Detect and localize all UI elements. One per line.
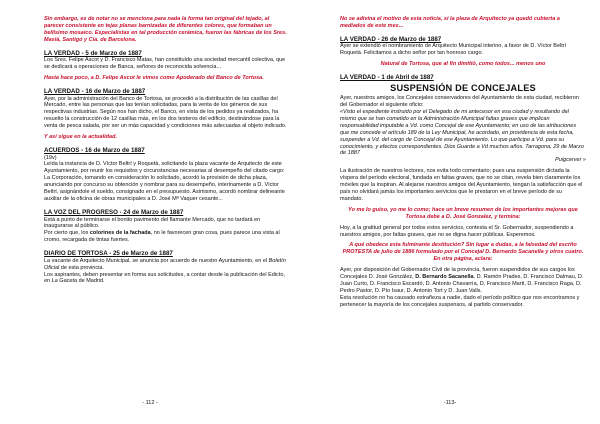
text-run: , no le favorecen gran cosa, pues parece una vista al cromo, recargada de tintas fuertes. xyxy=(44,230,280,244)
article-title: SUSPENSIÓN DE CONCEJALES xyxy=(390,82,536,93)
article-heading: LA VERDAD - 26 de Marzo de 1887 xyxy=(340,35,442,43)
bold-text-run: colorines de la fachada xyxy=(89,230,151,237)
text-run: , D. Ramón Prades, D. Francisco Dalmau, D. Juan Curto, D. Francisco Escardó, D. Antonio Chavarría, D. Francisco Marti, D. Francisco Raga, D. Pedro Pastor, D. Pío Isaur, D. Antonio Tort y D. Juan Valls. xyxy=(340,274,584,294)
article-body xyxy=(44,230,290,244)
article-body: Los Sres. Felipe Ascot y D. Francisco Matas, han constituido una sociedad mercantil colectiva, que se dedicará a operaciones de Banca, señores de reconocida solvencia... xyxy=(44,57,286,71)
article-body xyxy=(340,267,586,295)
article-body: Está a punto de terminarse el bonito pavimento del flamante Mercado, que no tardará en inaugurarse al público. xyxy=(44,216,261,230)
article-heading: LA VERDAD - 1 de Abril de 1887 xyxy=(340,74,434,82)
page-number: - 112 - xyxy=(142,400,158,406)
letter-signature: Puigcerver » xyxy=(555,157,586,164)
text-run: La vacante de Arquitecto Municipal, se anuncia por acuerdo de nuestro Ayuntamiento, en el xyxy=(44,257,269,264)
text-run: de esta provincia. xyxy=(59,264,104,271)
editorial-note: Natural de Tortosa, que al fin dimitió, como todos... menos uno xyxy=(380,61,546,68)
article-heading: ACUERDOS - 16 de Marzo de 1887 xyxy=(44,146,145,154)
italic-text-run: La Gaceta xyxy=(51,278,78,285)
text-run: Los aspirantes, deben presentar en forma sus solicitudes, a contar desde la publicación del Edicto, en xyxy=(44,271,285,285)
article-body: Ayer se extendió el nombramiento de Arquitecto Municipal interino, a favor de D. Víctor Beltrí Roquetà. Felicitamos a dicho señor por tan honroso cargo. xyxy=(340,43,567,57)
article-heading: LA VOZ DEL PROGRESO - 24 de Marzo de 1887 xyxy=(44,208,184,216)
left-page-column xyxy=(44,16,290,285)
editorial-note: Sin embargo, es de notar no se menciona para nada la forma tan original del tejado, al parecer consistente en tejas planas barnizadas de diferentes colores, que formaban un bellísimo mosaico. Especialistas en tal producción cerámica, fueron las fábricas de los Sres. Masià, Santigó y Cía. de Barcelona. xyxy=(44,16,287,43)
bold-text-run: D. Bernardo Sacanella xyxy=(415,274,474,281)
article-body: Ayer, por la administración del Banco de Tortosa, se procedió a la distribución de las casillas del Mercado, entre las personas que las tenían solicitadas, para la venta de los géneros de sus respectivas industrias. Según nos han dicho, el Banco, en vista de los pedidos ya realizados, ha resuelto la construcción de 12 casillas más, en los dos testeros del edificio, destinándose para la venta de pesca salada, por ser un más capacidad y condiciones más adecuadas al objeto indicado. xyxy=(44,95,287,130)
article-body: La ilustración de nuestros lectores, nos evita todo comentario; pues una suspensión dictada la víspera del período electoral, fundada en faltas graves, que no se citan, revela bien claramente los móviles que la inspiran. Al alejarse nuestros amigos del Ayuntamiento, tengan la satisfacción que el país no olvidará jamás los importantes servicios que le prestaron en el breve período de su mandato. xyxy=(340,168,583,202)
quoted-letter: «Visto el expediente instruido por el Delegado de mi antecesor en esa ciudad y resultando del mismo que se han cometido en la Administración Municipal faltas graves que implican responsabilidad imputable a Vd. como Concejal de ese Ayuntamiento; en uso de las atribuciones que me concede el artículo 189 de la Ley Municipal, he acordado, en providencia de esta fecha, suspender a Vd. del cargo de Concejal de ese Ayuntamiento. Lo que participo a Vd. para su conocimiento, y efectos correspondientes. Dios Guarde a Vd muchos años. Tarragona, 29 de Marzo de 1887 xyxy=(340,109,584,157)
article-heading: LA VERDAD - 16 de Marzo de 1887 xyxy=(44,87,146,95)
editorial-note: Y así sigue en la actualidad. xyxy=(44,134,117,141)
article-body: Hoy, a la gratitud general por todos estos servicios, contesta el Sr. Gobernador, suspendiendo a nuestros amigos, por faltas graves, que no se digna hacer públicas. Esperemos. xyxy=(340,224,574,238)
editorial-note: En otra página, aclara: xyxy=(433,256,493,263)
article-heading: LA VERDAD - 5 de Marzo de 1887 xyxy=(44,49,142,57)
right-page-column xyxy=(340,16,586,309)
editorial-note: No se adivina el motivo de esta noticia, si la plaza de Arquitecto ya quedó cubierta a mediados de este mes... xyxy=(340,16,560,29)
article-body: Esta resolución no ha causado extrañeza a nadie, dado el período político que nos encontramos y pertenecer la mayoría de los concejales suspensos, al partido conservador. xyxy=(340,294,580,308)
text-run: Por cierto que, los xyxy=(44,230,90,237)
article-heading: DIARIO DE TORTOSA - 25 de Marzo de 1887 xyxy=(44,250,173,258)
article-body: Leída la instancia de D. Víctor Beltrí y Roquetà, solicitando la plaza vacante de Arquitecto de este Ayuntamiento, por reunir los requisitos y circunstancias necesarias al desempeño del citado cargo: La Corporación, tomando en consideración lo solicitado, acordó la provisión de dicha plaza, anunciando por concurso su obtención y nombrar para su desempeño, interinamente a D. Víctor Beltrí, asignándole el sueldo, consignado en el presupuesto. Asimismo, acordó nombrar delineante auxiliar de la oficina de obras municipales a D. José Mª Vaquer cesante... xyxy=(44,161,285,202)
text-run: de Madrid. xyxy=(77,278,105,285)
article-body xyxy=(44,258,290,272)
italic-text-run: Boletín Oficial xyxy=(44,257,286,271)
article-body: Ayer, nuestros amigos, los Concejales conservadores del Ayuntamiento de esta ciudad, recibieron del Gobernador el siguiente oficio: xyxy=(340,95,579,109)
editorial-note: Yo me lo guiso, yo me lo como; hace un breve resumen de los importantes mejoras que Tortosa debe a D. José Gonzalez, y termina: xyxy=(348,206,578,220)
folio-reference: (19v) xyxy=(44,154,57,161)
article-body xyxy=(44,272,290,286)
page-number: -113- xyxy=(443,400,457,406)
editorial-note: Hasta hace poco, a D. Felipe Ascot le vimos como Apoderado del Banco de Tortosa. xyxy=(44,75,264,82)
editorial-note: A qué obedece esta fulminante destitución? Sin lugar a dudas, a la falsedad del escrito PROTESTA de julio de 1886 formulado por el Concejal D. Bernardo Sacanella y otros cuatro. xyxy=(342,242,584,256)
right-page xyxy=(300,0,600,424)
text-run: Ayer, por disposición del Gobernador Civil de la provincia, fueron suspendidos de sus cargos los Concejales D. José González, xyxy=(340,267,575,281)
